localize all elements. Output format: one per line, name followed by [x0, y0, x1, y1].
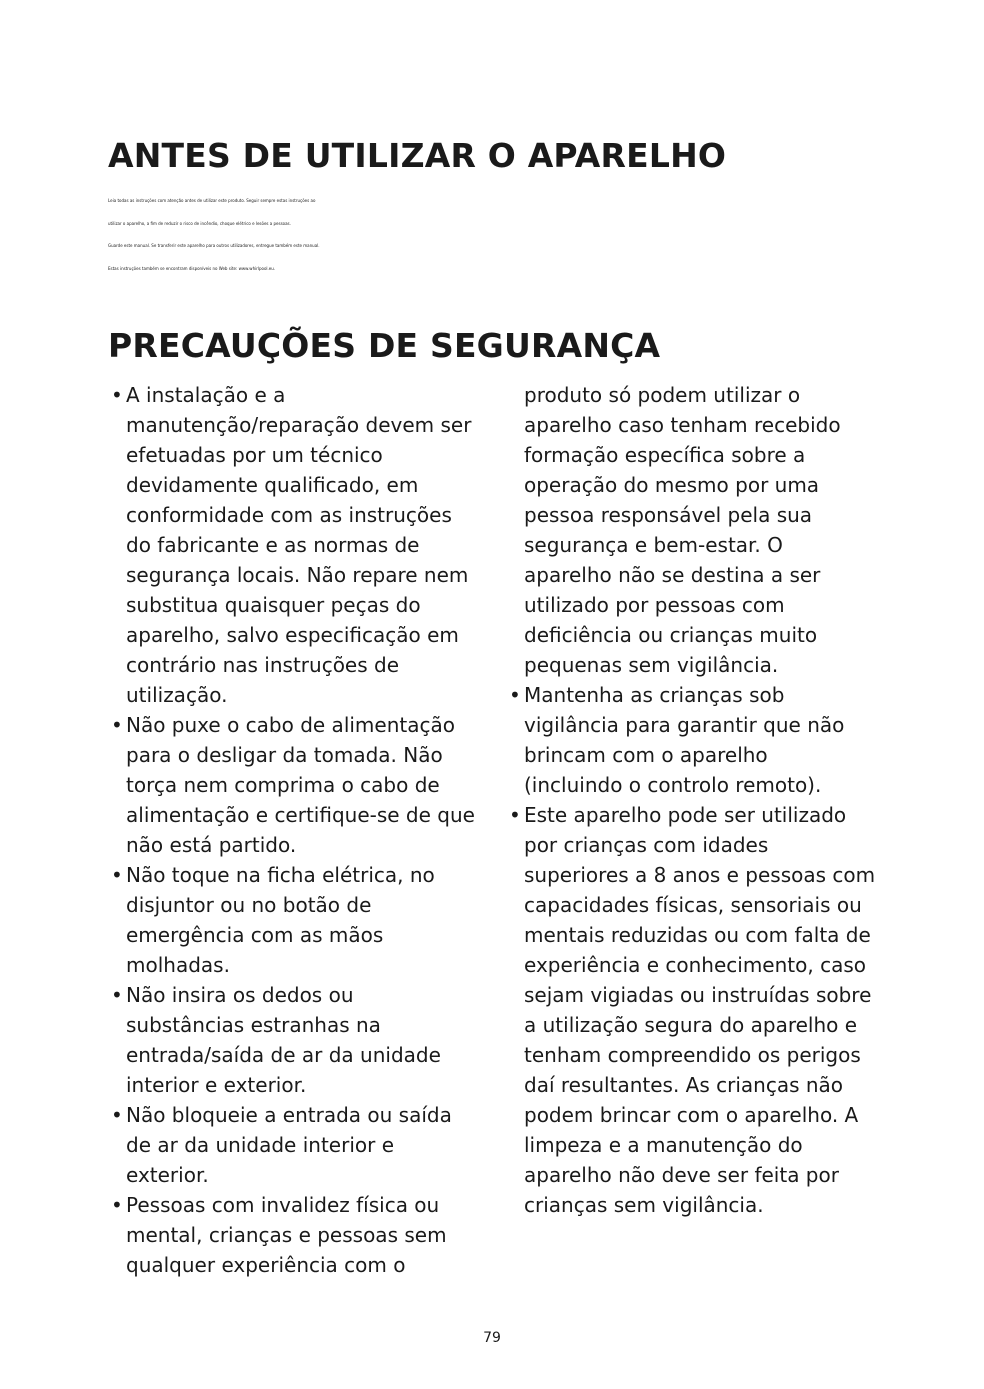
bullet-text-line: devidamente qualificado, em [126, 473, 419, 497]
intro-line: Guarde este manual. Se transferir este aparelho para outros utilizadores, entregue também este manual. [108, 243, 320, 248]
bullet-text-line: limpeza e a manutenção do [524, 1133, 803, 1157]
bullet-text-line: mentais reduzidas ou com falta de [524, 923, 871, 947]
bullet-text-line: manutenção/reparação devem ser [126, 413, 472, 437]
bullet-text-line: conformidade com as instruções [126, 503, 452, 527]
bullet-dot-icon: • [111, 383, 123, 407]
bullet-dot-icon: • [111, 1103, 123, 1127]
bullet-text-line: daí resultantes. As crianças não [524, 1073, 844, 1097]
bullet-text-line: substitua quaisquer peças do [126, 593, 421, 617]
bullet-text-line: substâncias estranhas na [126, 1013, 381, 1037]
bullet-continuation [506, 380, 886, 680]
safety-bullet-item [506, 800, 886, 1220]
bullet-text-line: mental, crianças e pessoas sem [126, 1223, 447, 1247]
bullet-dot-icon: • [111, 983, 123, 1007]
bullet-text-line: (incluindo o controlo remoto). [524, 773, 822, 797]
bullet-text-line: Mantenha as crianças sob [524, 683, 785, 707]
bullet-dot-icon: • [111, 713, 123, 737]
bullet-text-line: Não bloqueie a entrada ou saída [126, 1103, 452, 1127]
bullet-text-line: por crianças com idades [524, 833, 769, 857]
bullet-text-line: Não puxe o cabo de alimentação [126, 713, 455, 737]
section-title-antes-de-utilizar: ANTES DE UTILIZAR O APARELHO [108, 136, 727, 175]
bullet-text-line: exterior. [126, 1163, 209, 1187]
safety-bullet-item [108, 380, 488, 710]
intro-line: utilizar o aparelho, a fim de reduzir o risco de incêndio, choque elétrico e lesões a pessoas. [108, 220, 291, 226]
bullet-text-line: pessoa responsável pela sua [524, 503, 813, 527]
bullet-text-line: para o desligar da tomada. Não [126, 743, 443, 767]
bullet-dot-icon: • [509, 803, 521, 827]
bullet-text-line: qualquer experiência com o [126, 1253, 406, 1277]
bullet-text-line: tenham compreendido os perigos [524, 1043, 861, 1067]
bullet-text-line: não está partido. [126, 833, 297, 857]
bullet-text-line: Não toque na ficha elétrica, no [126, 863, 435, 887]
bullet-text-line: formação específica sobre a [524, 443, 806, 467]
bullet-text-line: Não insira os dedos ou [126, 983, 354, 1007]
bullet-text-line: aparelho não deve ser feita por [524, 1163, 839, 1187]
bullet-dot-icon: • [111, 863, 123, 887]
bullet-text-line: brincam com o aparelho [524, 743, 768, 767]
bullet-text-line: emergência com as mãos [126, 923, 384, 947]
bullet-text-line: do fabricante e as normas de [126, 533, 420, 557]
bullet-text-line: aparelho caso tenham recebido [524, 413, 841, 437]
bullet-text-line: aparelho, salvo especificação em [126, 623, 459, 647]
safety-bullet-item [108, 1190, 488, 1280]
bullet-text-line: aparelho não se destina a ser [524, 563, 821, 587]
section-title-precaucoes-de-seguranca: PRECAUÇÕES DE SEGURANÇA [108, 326, 661, 365]
bullet-text-line: molhadas. [126, 953, 230, 977]
bullet-text-line: entrada/saída de ar da unidade [126, 1043, 441, 1067]
bullet-text-line: segurança e bem-estar. O [524, 533, 783, 557]
left-column [108, 380, 488, 1280]
right-column [506, 380, 886, 1220]
intro-paragraph [108, 190, 908, 280]
intro-line: Leia todas as instruções com atenção antes de utilizar este produto. Seguir sempre estas instruções ao [108, 198, 316, 203]
bullet-text-line: torça nem comprima o cabo de [126, 773, 440, 797]
bullet-text-line: Pessoas com invalidez física ou [126, 1193, 440, 1217]
bullet-text-line: operação do mesmo por uma [524, 473, 820, 497]
bullet-text-line: podem brincar com o aparelho. A [524, 1103, 859, 1127]
safety-bullet-item [108, 1100, 488, 1190]
bullet-text-line: A instalação e a [126, 383, 286, 407]
bullet-text-line: segurança locais. Não repare nem [126, 563, 469, 587]
bullet-text-line: deficiência ou crianças muito [524, 623, 818, 647]
bullet-text-line: sejam vigiadas ou instruídas sobre [524, 983, 872, 1007]
bullet-text-line: capacidades físicas, sensoriais ou [524, 893, 862, 917]
bullet-dot-icon: • [111, 1193, 123, 1217]
page-number: 79 [483, 1330, 501, 1346]
bullet-text-line: efetuadas por um técnico [126, 443, 383, 467]
bullet-text-line: crianças sem vigilância. [524, 1193, 764, 1217]
bullet-text-line: produto só podem utilizar o [524, 383, 801, 407]
bullet-text-line: alimentação e certifique-se de que [126, 803, 475, 827]
bullet-text-line: contrário nas instruções de [126, 653, 400, 677]
bullet-dot-icon: • [509, 683, 521, 707]
bullet-text-line: utilizado por pessoas com [524, 593, 785, 617]
bullet-text-line: pequenas sem vigilância. [524, 653, 779, 677]
bullet-text-line: superiores a 8 anos e pessoas com [524, 863, 876, 887]
bullet-text-line: de ar da unidade interior e [126, 1133, 394, 1157]
safety-bullet-item [108, 860, 488, 980]
safety-bullet-item [108, 980, 488, 1100]
safety-bullet-item [506, 680, 886, 800]
bullet-text-line: interior e exterior. [126, 1073, 307, 1097]
bullet-text-line: experiência e conhecimento, caso [524, 953, 866, 977]
bullet-text-line: utilização. [126, 683, 228, 707]
bullet-text-line: vigilância para garantir que não [524, 713, 845, 737]
bullet-text-line: Este aparelho pode ser utilizado [524, 803, 847, 827]
intro-line: Estas instruções também se encontram disponíveis no Web site: www.whirlpool.eu. [108, 265, 276, 271]
bullet-text-line: disjuntor ou no botão de [126, 893, 372, 917]
safety-bullet-item [108, 710, 488, 860]
bullet-text-line: a utilização segura do aparelho e [524, 1013, 858, 1037]
